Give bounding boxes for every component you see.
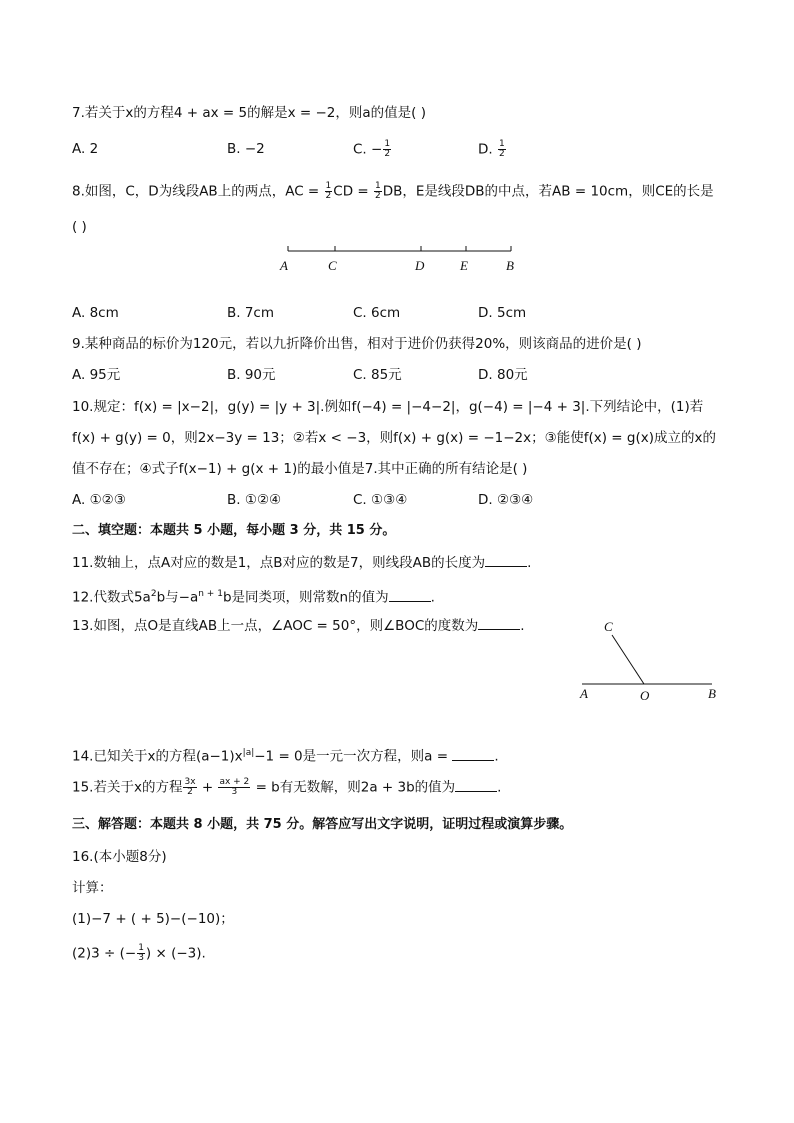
question-12: 12.代数式$5a^2b$与$-a^{n + 1}b$是同类项，则常数n的值为 . (72, 589, 435, 606)
question-16-part-1: (1)−7 + ( + 5)−(−10)； (72, 911, 234, 927)
option-b: B. 7cm (227, 305, 275, 321)
question-16-part-2: (2)3 ÷ (− $\frac{1}{3}$ ) × (−3). (72, 943, 206, 963)
ray-oc (612, 635, 644, 684)
answer-blank[interactable] (455, 779, 497, 792)
option-a: A. ①②③ (72, 492, 126, 508)
angle-figure (572, 612, 732, 708)
question-11: 11.数轴上，点A对应的数是1，点B对应的数是7，则线段AB的长度为 . (72, 555, 532, 571)
segment-figure (270, 238, 530, 278)
option-d: D. $\frac{1}{2}$ (478, 139, 505, 159)
option-a: A. 95元 (72, 367, 121, 383)
option-d: D. 5cm (478, 305, 527, 321)
option-c: C. ①③④ (353, 492, 408, 508)
option-a: A. 8cm (72, 305, 119, 321)
label-e: E (460, 258, 468, 273)
fraction: $\frac{1}{3}$ (138, 943, 144, 963)
section-3-heading: 三、解答题：本题共 8 小题，共 75 分。解答应写出文字说明，证明过程或演算步骤。 (72, 817, 573, 832)
option-b: B. 90元 (227, 367, 276, 383)
label-o: O (640, 688, 650, 703)
label-c: C (328, 258, 337, 273)
question-7-options (72, 140, 712, 158)
question-10-options (72, 491, 712, 509)
question-16-title: 16.(本小题8分) (72, 849, 167, 865)
option-c: C. − $\frac{1}{2}$ (353, 139, 391, 159)
option-d: D. ②③④ (478, 492, 534, 508)
question-8-paren: ( ) (72, 219, 87, 235)
fraction: $\frac{1}{2}$ (498, 139, 505, 159)
label-c: C (604, 619, 613, 634)
question-9-options (72, 366, 712, 384)
option-d: D. 80元 (478, 367, 528, 383)
answer-blank[interactable] (485, 554, 527, 567)
question-14: 14.已知关于x的方程$(a-1)x^{|a|}-1 = 0$是一元一次方程，则a = . (72, 748, 499, 765)
option-b: B. −2 (227, 141, 265, 157)
label-b: B (506, 258, 514, 273)
option-a: A. 2 (72, 141, 99, 157)
fraction: $\frac{ax + 2}{3}$ (219, 777, 250, 797)
question-8-stem: 8.如图，C，D为线段AB上的两点，AC = $\frac{1}{2}$ CD = $\frac{1}{2}$ DB，E是线段DB的中点，若AB = 10cm，则CE的长是 (72, 181, 714, 201)
question-9-stem: 9.某种商品的标价为120元，若以九折降价出售，相对于进价仍获得20%，则该商品的进价是( ) (72, 336, 642, 352)
question-10-line2: f(x) + g(y) = 0，则2x−3y = 13；②若x < −3，则f(x) + g(x) = −1−2x；③能使f(x) = g(x)成立的x的 (72, 430, 716, 446)
option-c: C. 6cm (353, 305, 401, 321)
answer-blank[interactable] (478, 617, 520, 630)
option-c: C. 85元 (353, 367, 402, 383)
question-10-line1: 10.规定：f(x) = |x−2|，g(y) = |y + 3|.例如f(−4) = |−4−2|，g(−4) = |−4 + 3|.下列结论中，(1)若 (72, 399, 704, 415)
question-8-options (72, 304, 712, 322)
question-7-stem: 7.若关于x的方程4 + ax = 5的解是x = −2，则a的值是( ) (72, 105, 426, 121)
answer-blank[interactable] (452, 748, 494, 761)
label-b: B (708, 686, 716, 701)
fraction: $\frac{3x}{2}$ (184, 777, 196, 797)
answer-blank[interactable] (389, 589, 431, 602)
fraction: $\frac{1}{2}$ (325, 181, 332, 201)
question-13: 13.如图，点O是直线AB上一点，∠AOC = 50°，则∠BOC的度数为 . (72, 618, 525, 634)
question-10-line3: 值不存在；④式子f(x−1) + g(x + 1)的最小值是7.其中正确的所有结论是( ) (72, 461, 528, 477)
label-a: A (280, 258, 288, 273)
fraction: $\frac{1}{2}$ (374, 181, 381, 201)
question-16-instruction: 计算： (72, 880, 113, 896)
section-2-heading: 二、填空题：本题共 5 小题，每小题 3 分，共 15 分。 (72, 523, 396, 538)
label-a: A (580, 686, 588, 701)
option-b: B. ①②④ (227, 492, 282, 508)
fraction: $\frac{1}{2}$ (384, 139, 391, 159)
question-15: 15.若关于x的方程 $\frac{3x}{2}$ + $\frac{ax + 2}{3}$ = b有无数解，则2a + 3b的值为 . (72, 777, 502, 797)
label-d: D (415, 258, 425, 273)
